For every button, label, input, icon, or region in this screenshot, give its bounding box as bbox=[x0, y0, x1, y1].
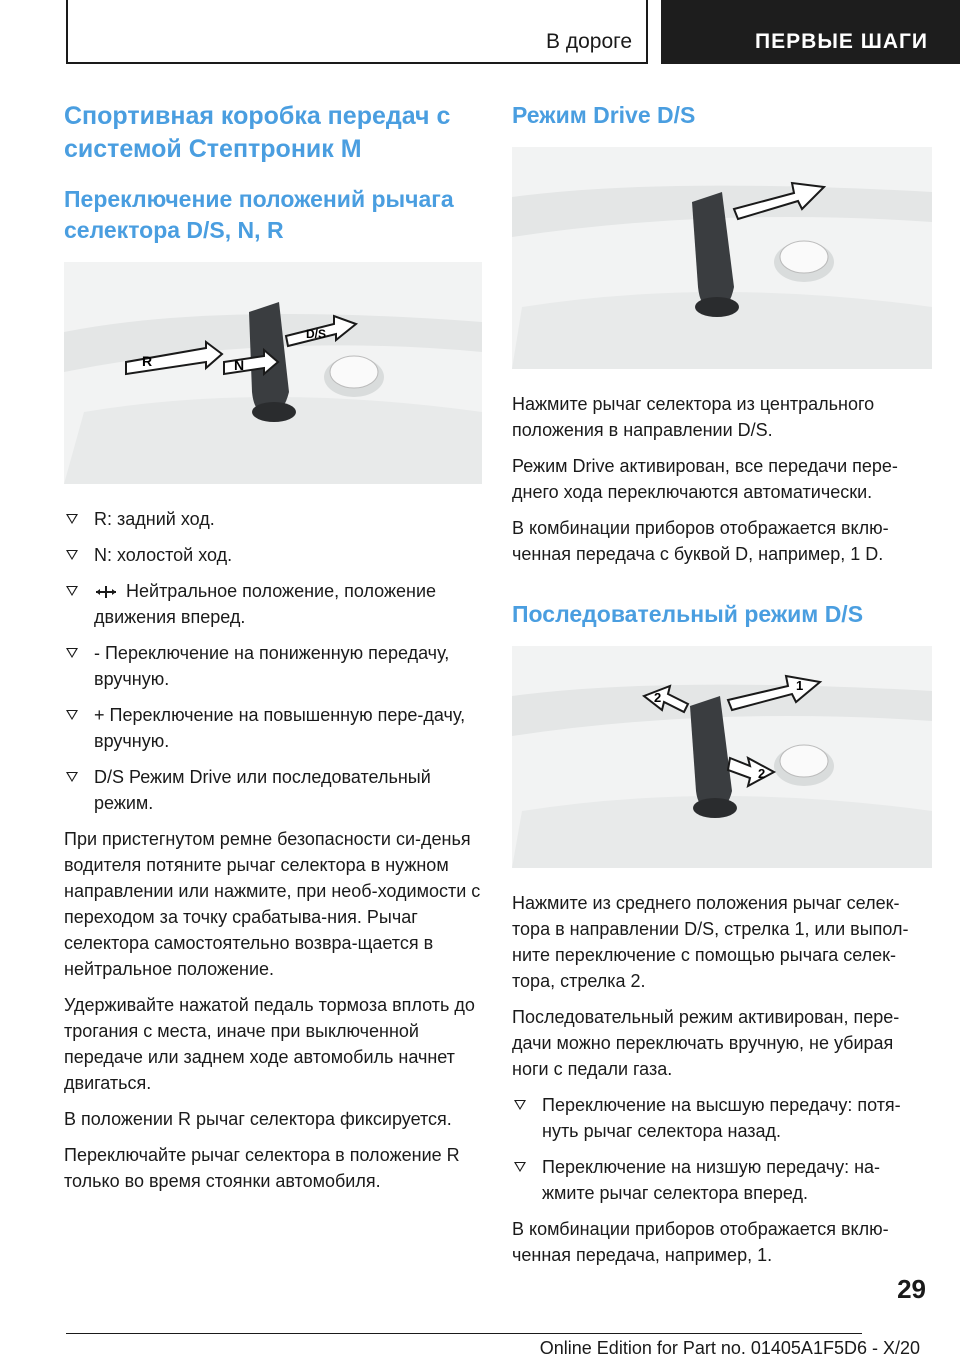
sequential-shift-list bbox=[512, 1092, 932, 1206]
left-column bbox=[64, 100, 482, 1204]
figure-label-2-bottom: 2 bbox=[758, 766, 766, 781]
right-column bbox=[512, 100, 932, 1278]
list-item: R: задний ход. bbox=[64, 506, 482, 532]
figure-label-ds: D/S bbox=[306, 327, 327, 341]
triangle-bullet-icon bbox=[66, 514, 78, 524]
paragraph: В комбинации приборов отображается вклю-ченная передача с буквой D, например, 1 D. bbox=[512, 518, 889, 564]
gear-positions-list bbox=[64, 506, 482, 816]
sequential-mode-figure bbox=[512, 646, 932, 868]
list-item: D/S Режим Drive или последовательный режим. bbox=[64, 764, 482, 816]
header-chapter-label: ПЕРВЫЕ ШАГИ bbox=[755, 30, 928, 53]
paragraph: Переключайте рычаг селектора в положение R только во время стоянки автомобиля. bbox=[64, 1145, 460, 1191]
paragraph: В положении R рычаг селектора фиксируется. bbox=[64, 1109, 452, 1129]
paragraph: Нажмите рычаг селектора из центрального положения в направлении D/S. bbox=[512, 394, 875, 440]
section-title: Спортивная коробка передач с системой Стептроник M bbox=[64, 102, 451, 163]
triangle-bullet-icon bbox=[66, 772, 78, 782]
footer-divider bbox=[66, 1333, 862, 1334]
figure-label-2-top: 2 bbox=[654, 690, 662, 705]
drive-mode-figure bbox=[512, 147, 932, 369]
neutral-position-icon bbox=[94, 585, 118, 599]
paragraph: Удерживайте нажатой педаль тормоза вплоть до трогания с места, иначе при выключенной передаче или заднем ходе автомобиль начнет двигаться. bbox=[64, 995, 475, 1093]
section-subtitle: Переключение положений рычага селектора D/S, N, R bbox=[64, 186, 454, 243]
figure-label-n: N bbox=[234, 357, 245, 373]
drive-mode-illustration bbox=[512, 147, 932, 369]
sequential-mode-title: Последовательный режим D/S bbox=[512, 601, 864, 627]
paragraph: Режим Drive активирован, все передачи пере-днего хода переключаются автоматически. bbox=[512, 456, 898, 502]
list-item: + Переключение на повышенную пере-дачу, вручную. bbox=[64, 702, 482, 754]
drive-mode-title: Режим Drive D/S bbox=[512, 102, 696, 128]
list-item: Переключение на низшую передачу: на-жмите рычаг селектора вперед. bbox=[512, 1154, 932, 1206]
triangle-bullet-icon bbox=[66, 586, 78, 596]
paragraph: При пристегнутом ремне безопасности си-денья водителя потяните рычаг селектора в нужном направлении или нажмите, при необ-ходимости с переходом за точку срабатыва-ния. Рычаг селектора самостоятельно возвра-щается в нейтральное положение. bbox=[64, 829, 481, 979]
gear-selector-figure bbox=[64, 262, 482, 484]
triangle-bullet-icon bbox=[66, 710, 78, 720]
header-section-label: В дороге bbox=[545, 30, 632, 53]
footer-edition: Online Edition for Part no. 01405A1F5D6 - X/20 bbox=[539, 1338, 920, 1358]
list-item: Переключение на высшую передачу: потя-нуть рычаг селектора назад. bbox=[512, 1092, 932, 1144]
triangle-bullet-icon bbox=[514, 1100, 526, 1110]
paragraph: Последовательный режим активирован, пере-дачи можно переключать вручную, не убирая ноги с педали газа. bbox=[512, 1007, 900, 1079]
list-item: Нейтральное положение, положение движения вперед. bbox=[64, 578, 482, 630]
list-item: N: холостой ход. bbox=[64, 542, 482, 568]
list-item: - Переключение на пониженную передачу, вручную. bbox=[64, 640, 482, 692]
triangle-bullet-icon bbox=[66, 648, 78, 658]
sequential-mode-illustration bbox=[512, 646, 932, 868]
header-section-tab bbox=[66, 0, 648, 64]
figure-label-r: R bbox=[142, 353, 153, 369]
page-number: 29 bbox=[897, 1274, 926, 1304]
paragraph: В комбинации приборов отображается вклю-ченная передача, например, 1. bbox=[512, 1219, 889, 1265]
header-chapter-tab bbox=[661, 0, 960, 64]
triangle-bullet-icon bbox=[66, 550, 78, 560]
figure-label-1: 1 bbox=[796, 678, 804, 693]
gear-selector-illustration bbox=[64, 262, 482, 484]
paragraph: Нажмите из среднего положения рычаг селек-тора в направлении D/S, стрелка 1, или выпол-ните переключение с помощью рычага селек-тора, стрелка 2. bbox=[512, 893, 909, 991]
triangle-bullet-icon bbox=[514, 1162, 526, 1172]
